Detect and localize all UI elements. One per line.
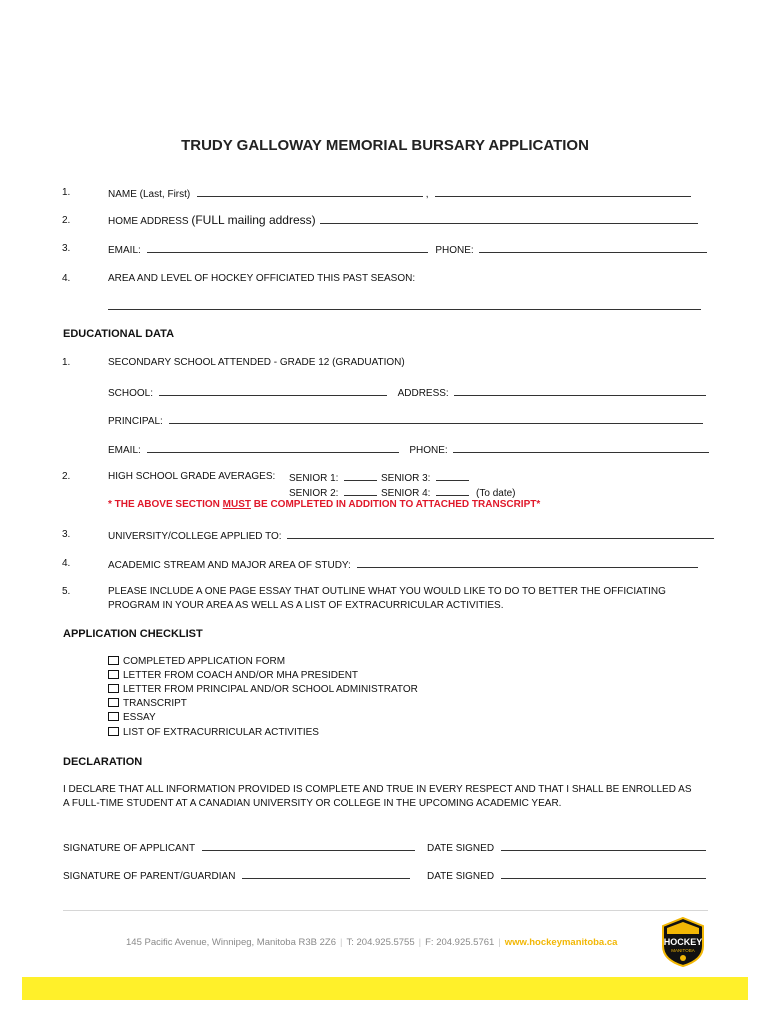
item-number: 4. <box>62 558 71 569</box>
item-number: 4. <box>62 273 71 284</box>
applicant-signature-row <box>63 841 415 854</box>
senior-1-field[interactable] <box>344 471 377 481</box>
essay-instruction: PLEASE INCLUDE A ONE PAGE ESSAY THAT OUTLINE WHAT YOU WOULD LIKE TO DO TO BETTER THE OFFICIATING <box>108 586 666 597</box>
contact-row <box>108 243 707 256</box>
senior-4-row <box>381 486 516 499</box>
date-signed-label: DATE SIGNED <box>427 871 495 882</box>
university-row <box>108 529 714 542</box>
home-address-row <box>108 213 698 227</box>
educational-heading: EDUCATIONAL DATA <box>63 328 175 340</box>
principal-label: PRINCIPAL: <box>108 416 163 427</box>
to-date-note: (To date) <box>476 488 516 499</box>
principal-row <box>108 414 703 427</box>
school-phone-label: PHONE: <box>409 445 448 456</box>
school-contact-row <box>108 443 709 456</box>
checklist-label: LETTER FROM PRINCIPAL AND/OR SCHOOL ADMINISTRATOR <box>123 684 418 695</box>
item-number: 2. <box>62 471 71 482</box>
university-label: UNIVERSITY/COLLEGE APPLIED TO: <box>108 531 282 542</box>
parent-signature-field[interactable] <box>242 869 410 879</box>
essay-instruction: PROGRAM IN YOUR AREA AS WELL AS A LIST OF EXTRACURRICULAR ACTIVITIES. <box>108 600 504 611</box>
parent-signature-label: SIGNATURE OF PARENT/GUARDIAN <box>63 871 236 882</box>
warning-emphasis: MUST <box>222 499 251 510</box>
item-number: 2. <box>62 215 71 226</box>
phone-field[interactable] <box>479 243 707 253</box>
checklist-item[interactable] <box>108 712 156 723</box>
footer-fax: F: 204.925.5761 <box>425 937 495 948</box>
applicant-date-row <box>427 841 706 854</box>
warning-text: * THE ABOVE SECTION <box>108 499 223 510</box>
hockey-area-field[interactable] <box>108 300 701 310</box>
senior-4-field[interactable] <box>436 486 469 496</box>
name-label: NAME (Last, First) <box>108 189 191 200</box>
senior-4-label: SENIOR 4: <box>381 488 431 499</box>
checklist-item[interactable] <box>108 684 418 695</box>
parent-date-field[interactable] <box>501 869 706 879</box>
item-number: 5. <box>62 586 71 597</box>
secondary-school-label: SECONDARY SCHOOL ATTENDED - GRADE 12 (GRADUATION) <box>108 357 405 368</box>
school-label: SCHOOL: <box>108 388 154 399</box>
declaration-heading: DECLARATION <box>63 756 143 768</box>
footer-website-link[interactable]: www.hockeymanitoba.ca <box>504 937 618 948</box>
date-signed-label: DATE SIGNED <box>427 843 495 854</box>
senior-1-row <box>289 471 377 484</box>
principal-field[interactable] <box>169 414 703 424</box>
svg-text:HOCKEY: HOCKEY <box>663 937 703 947</box>
checkbox[interactable] <box>108 712 119 721</box>
footer-contact <box>126 937 617 948</box>
senior-3-row <box>381 471 469 484</box>
hockey-area-label: AREA AND LEVEL OF HOCKEY OFFICIATED THIS PAST SEASON: <box>108 273 416 284</box>
checklist-item[interactable] <box>108 727 319 738</box>
email-label: EMAIL: <box>108 245 141 256</box>
school-email-field[interactable] <box>147 443 399 453</box>
senior-3-label: SENIOR 3: <box>381 473 431 484</box>
transcript-warning <box>108 499 540 510</box>
name-row <box>108 187 691 200</box>
email-field[interactable] <box>147 243 428 253</box>
grade-averages-label: HIGH SCHOOL GRADE AVERAGES: <box>108 471 276 482</box>
item-number: 1. <box>62 357 71 368</box>
checklist-label: LETTER FROM COACH AND/OR MHA PRESIDENT <box>123 670 359 681</box>
checklist-label: LIST OF EXTRACURRICULAR ACTIVITIES <box>123 727 319 738</box>
university-field[interactable] <box>287 529 714 539</box>
applicant-signature-label: SIGNATURE OF APPLICANT <box>63 843 195 854</box>
checklist-label: ESSAY <box>123 712 156 723</box>
item-number: 3. <box>62 529 71 540</box>
first-name-field[interactable] <box>435 187 691 197</box>
senior-3-field[interactable] <box>436 471 469 481</box>
page-title: TRUDY GALLOWAY MEMORIAL BURSARY APPLICATION <box>181 137 589 154</box>
footer-divider <box>63 910 708 911</box>
school-row <box>108 386 706 399</box>
checklist-item[interactable] <box>108 656 285 667</box>
school-address-field[interactable] <box>454 386 706 396</box>
footer-accent-bar <box>22 977 748 1000</box>
applicant-date-field[interactable] <box>501 841 706 851</box>
footer-phone: T: 204.925.5755 <box>346 937 415 948</box>
senior-2-label: SENIOR 2: <box>289 488 339 499</box>
footer-separator: | <box>498 937 501 948</box>
item-number: 1. <box>62 187 71 198</box>
school-phone-field[interactable] <box>453 443 709 453</box>
applicant-signature-field[interactable] <box>202 841 415 851</box>
school-address-label: ADDRESS: <box>397 388 449 399</box>
footer-separator: | <box>418 937 422 948</box>
checklist-label: TRANSCRIPT <box>123 698 187 709</box>
checklist-label: COMPLETED APPLICATION FORM <box>123 656 286 667</box>
phone-label: PHONE: <box>435 245 474 256</box>
parent-signature-row <box>63 869 410 882</box>
checkbox[interactable] <box>108 727 119 736</box>
senior-2-field[interactable] <box>344 486 377 496</box>
academic-stream-label: ACADEMIC STREAM AND MAJOR AREA OF STUDY: <box>108 560 351 571</box>
school-email-label: EMAIL: <box>108 445 141 456</box>
hockey-manitoba-logo <box>657 916 709 968</box>
warning-text: BE COMPLETED IN ADDITION TO ATTACHED TRANSCRIPT* <box>251 499 541 510</box>
checklist-item[interactable] <box>108 670 358 681</box>
school-field[interactable] <box>159 386 387 396</box>
checkbox[interactable] <box>108 670 119 679</box>
footer-separator: | <box>340 937 343 948</box>
name-separator: , <box>425 189 429 200</box>
checkbox[interactable] <box>108 656 119 665</box>
home-address-label: HOME ADDRESS <box>108 216 189 227</box>
svg-text:MANITOBA: MANITOBA <box>671 948 695 953</box>
declaration-text: I DECLARE THAT ALL INFORMATION PROVIDED IS COMPLETE AND TRUE IN EVERY RESPECT AND THAT I SHALL BE ENROLLED AS <box>63 784 692 795</box>
footer-address: 145 Pacific Avenue, Winnipeg, Manitoba R3B 2Z6 <box>126 937 337 948</box>
academic-stream-field[interactable] <box>357 558 698 568</box>
checkbox[interactable] <box>108 684 119 693</box>
item-number: 3. <box>62 243 71 254</box>
declaration-text: A FULL-TIME STUDENT AT A CANADIAN UNIVERSITY OR COLLEGE IN THE UPCOMING ACADEMIC YEAR. <box>63 798 562 809</box>
senior-1-label: SENIOR 1: <box>289 473 339 484</box>
last-name-field[interactable] <box>197 187 423 197</box>
checkbox[interactable] <box>108 698 119 707</box>
academic-stream-row <box>108 558 698 571</box>
home-address-field[interactable] <box>320 214 698 224</box>
checklist-item[interactable] <box>108 698 187 709</box>
senior-2-row <box>289 486 377 499</box>
home-address-note: (FULL mailing address) <box>191 213 316 227</box>
parent-date-row <box>427 869 706 882</box>
checklist-heading: APPLICATION CHECKLIST <box>63 628 203 640</box>
